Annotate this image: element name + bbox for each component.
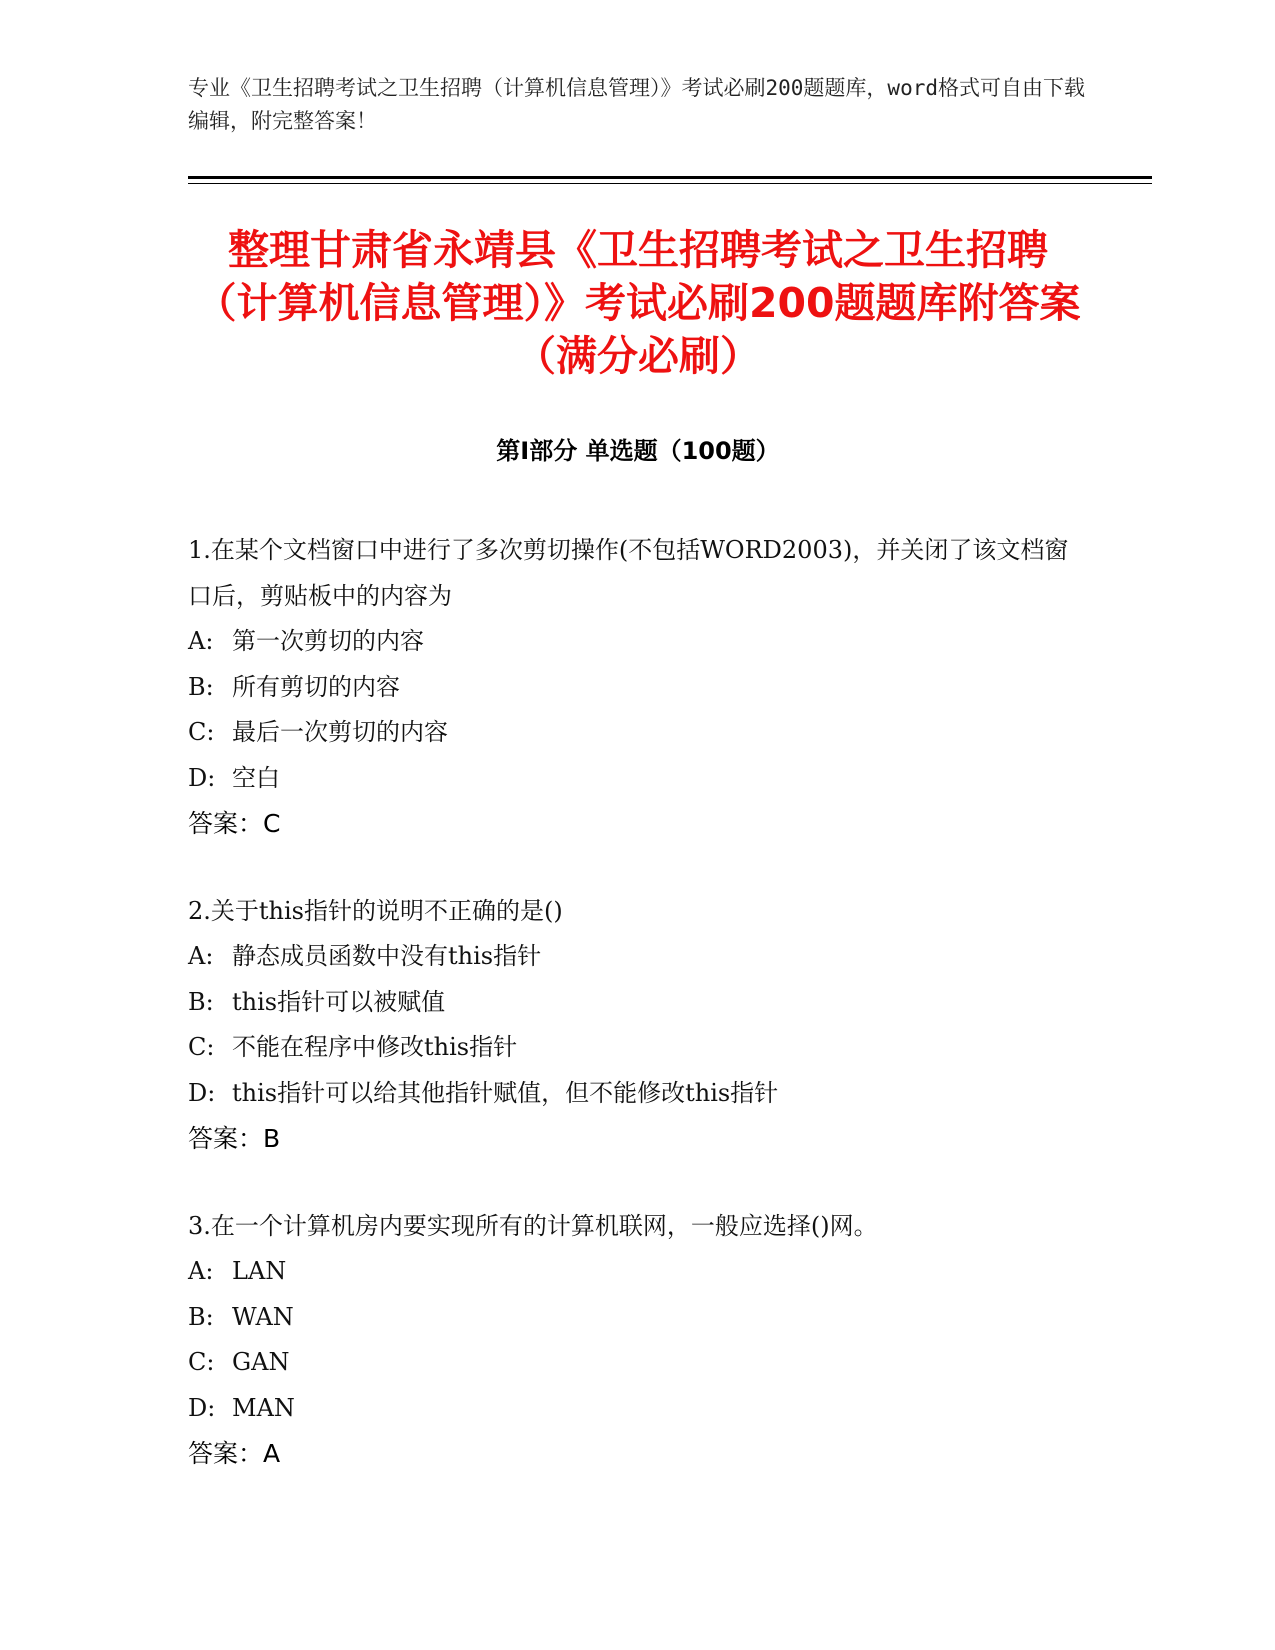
option-letter: C: [188, 1348, 215, 1376]
document-title: 整理甘肃省永靖县《卫生招聘考试之卫生招聘（计算机信息管理）》考试必刷200题题库附答案（满分必刷） [195, 226, 1081, 380]
header-rule-thin [188, 183, 1152, 184]
option-letter: B: [188, 1302, 214, 1331]
option-text: 空白 [232, 763, 280, 792]
option-text: 不能在程序中修改this指针 [232, 1033, 518, 1061]
header-note: 专业《卫生招聘考试之卫生招聘（计算机信息管理）》考试必刷200题题库，word格式可自由下载编辑，附完整答案！ [188, 76, 1085, 133]
option-letter: A: [188, 942, 214, 970]
section-heading: 第Ⅰ部分 单选题（100题） [496, 437, 780, 465]
option-a [188, 1249, 1088, 1295]
option-c [188, 1340, 1088, 1386]
question-text: 3.在一个计算机房内要实现所有的计算机联网，一般应选择()网。 [188, 1211, 878, 1240]
option-d [188, 1386, 1088, 1432]
option-letter: C: [188, 1033, 215, 1061]
question-1 [188, 528, 1088, 847]
answer-line: 答案：C [188, 809, 281, 838]
header-rule-thick [188, 176, 1152, 179]
answer-line: 答案：B [188, 1124, 281, 1153]
option-text: WAN [232, 1302, 294, 1331]
question-2 [188, 889, 1088, 1162]
option-text: 第一次剪切的内容 [232, 627, 424, 655]
option-letter: D: [188, 1393, 216, 1422]
option-b [188, 665, 1088, 711]
option-text: MAN [232, 1393, 295, 1422]
option-text: 静态成员函数中没有this指针 [232, 942, 542, 970]
option-c [188, 1025, 1088, 1071]
option-text: 所有剪切的内容 [232, 672, 400, 701]
option-text: LAN [232, 1257, 287, 1285]
option-d [188, 1071, 1088, 1117]
option-b [188, 1295, 1088, 1341]
option-text: GAN [232, 1348, 290, 1376]
answer-line: 答案：A [188, 1439, 281, 1468]
option-a [188, 619, 1088, 665]
option-letter: D: [188, 763, 216, 792]
question-text: 1.在某个文档窗口中进行了多次剪切操作(不包括WORD2003)，并关闭了该文档窗口后，剪贴板中的内容为 [188, 536, 1069, 610]
option-b [188, 980, 1088, 1026]
option-letter: A: [188, 627, 214, 655]
option-text: this指针可以被赋值 [232, 987, 446, 1016]
option-d [188, 756, 1088, 802]
question-list [188, 528, 1088, 1519]
option-c [188, 710, 1088, 756]
option-letter: C: [188, 718, 215, 746]
option-text: this指针可以给其他指针赋值，但不能修改this指针 [232, 1078, 779, 1107]
option-letter: A: [188, 1257, 214, 1285]
option-a [188, 934, 1088, 980]
option-letter: B: [188, 987, 214, 1016]
question-3 [188, 1204, 1088, 1477]
option-letter: D: [188, 1078, 216, 1107]
question-text: 2.关于this指针的说明不正确的是() [188, 896, 563, 925]
option-text: 最后一次剪切的内容 [232, 718, 448, 746]
option-letter: B: [188, 672, 214, 701]
